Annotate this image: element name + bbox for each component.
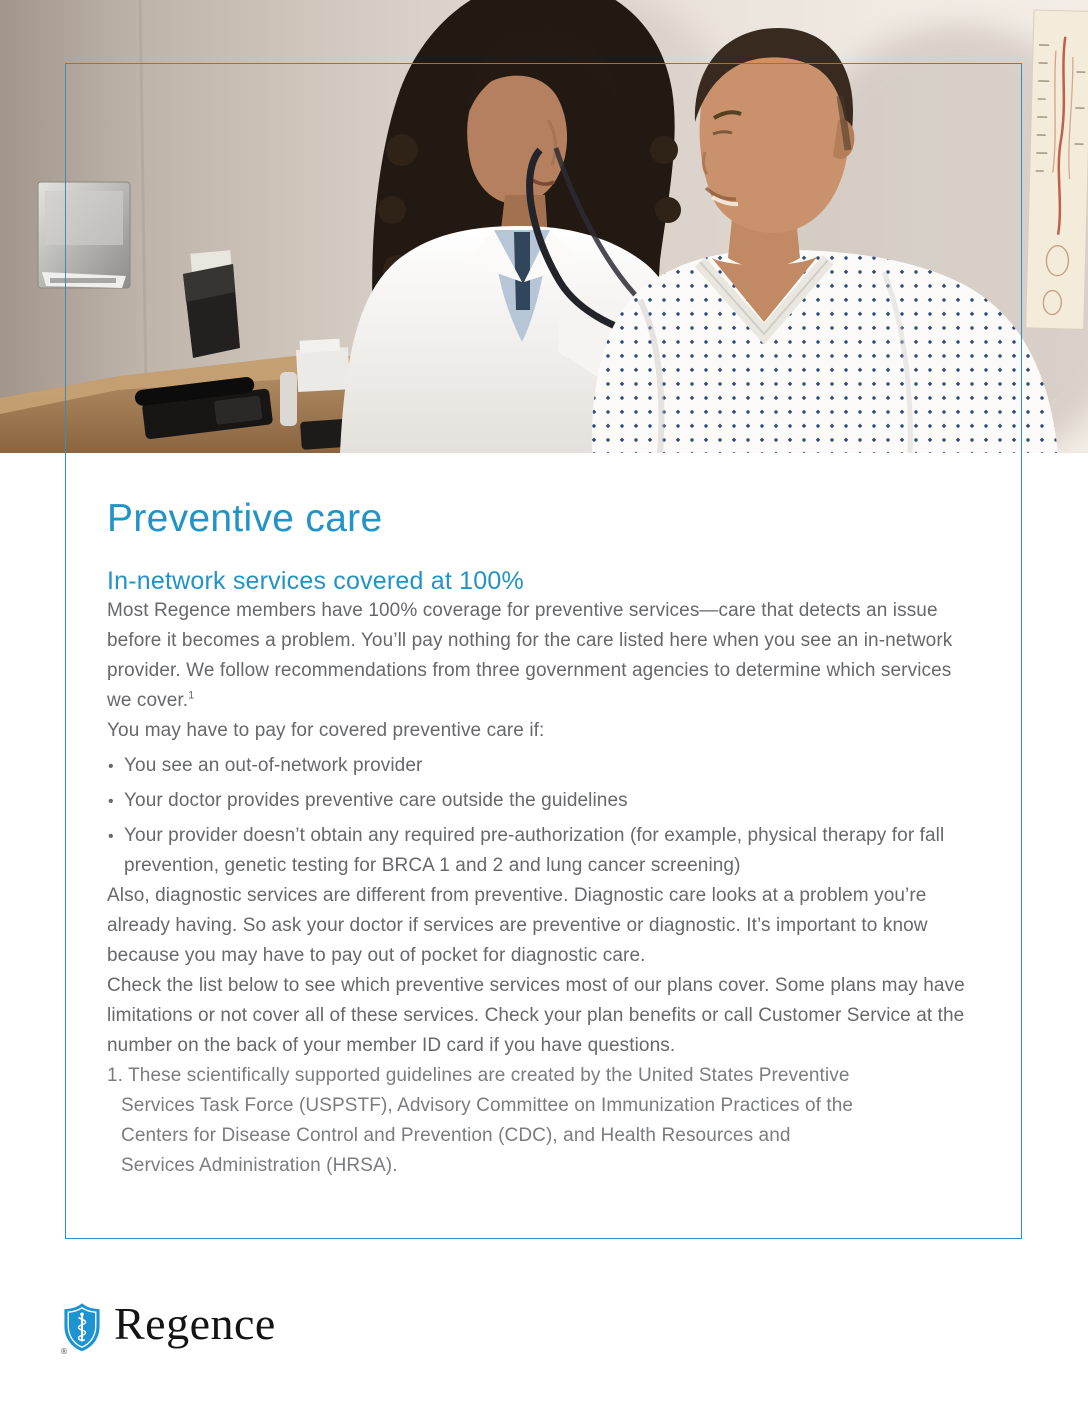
page-title: Preventive care [107,497,383,540]
diagnostic-paragraph: Also, diagnostic services are different from preventive. Diagnostic care looks at a problem you’re already having. So ask your doctor if services are preventive or diagnostic. It’s important to know because you may have to pay out of pocket for diagnostic care. [107,885,928,966]
pay-intro-line: You may have to pay for covered preventive care if: [107,720,545,741]
list-item: • Your doctor provides preventive care outside the guidelines [107,786,975,816]
page-subtitle: In-network services covered at 100% [107,567,524,595]
page-content [107,497,975,1181]
list-item: • Your provider doesn’t obtain any required pre-authorization (for example, physical therapy for fall prevention, genetic testing for BRCA 1 and 2 and lung cancer screening) [107,821,975,881]
pay-conditions-list [107,751,975,881]
bottle [280,372,297,426]
footnote-text: These scientifically supported guidelines are created by the United States Preventive Services Task Force (USPSTF), Advisory Committee on Immunization Practices of the Centers for Disease Control and Prevention (CDC), and Health Resources and Services Administration (HRSA). [121,1065,854,1176]
check-list-paragraph: Check the list below to see which preventive services most of our plans cover. Some plans may have limitations or not cover all of these services. Check your plan benefits or call Customer Service at the number on the back of your member ID card if you have questions. [107,975,965,1056]
footnote [107,1061,865,1181]
anatomy-poster [1026,10,1088,329]
paper-towel-dispenser [38,182,130,288]
exam-room-photo [0,0,1088,453]
list-item: • You see an out-of-network provider [107,751,975,781]
footnote-number: 1. [107,1065,124,1086]
regence-logo [60,1298,276,1356]
intro-paragraph [107,596,975,716]
registered-mark: ® [60,1347,68,1356]
wall-file-holder [183,250,240,358]
shield-graphic [63,1302,101,1352]
logo-wordmark: Regence [114,1298,276,1349]
exam-room-illustration [0,0,1088,453]
blue-shield-icon [60,1302,101,1356]
footnote-marker: 1 [188,689,195,702]
intro-text: Most Regence members have 100% coverage for preventive services—care that detects an issue before it becomes a problem. You’ll pay nothing for the care listed here when you see an in-network provider. We follow recommendations from three government agencies to determine which services we cover. [107,600,953,711]
